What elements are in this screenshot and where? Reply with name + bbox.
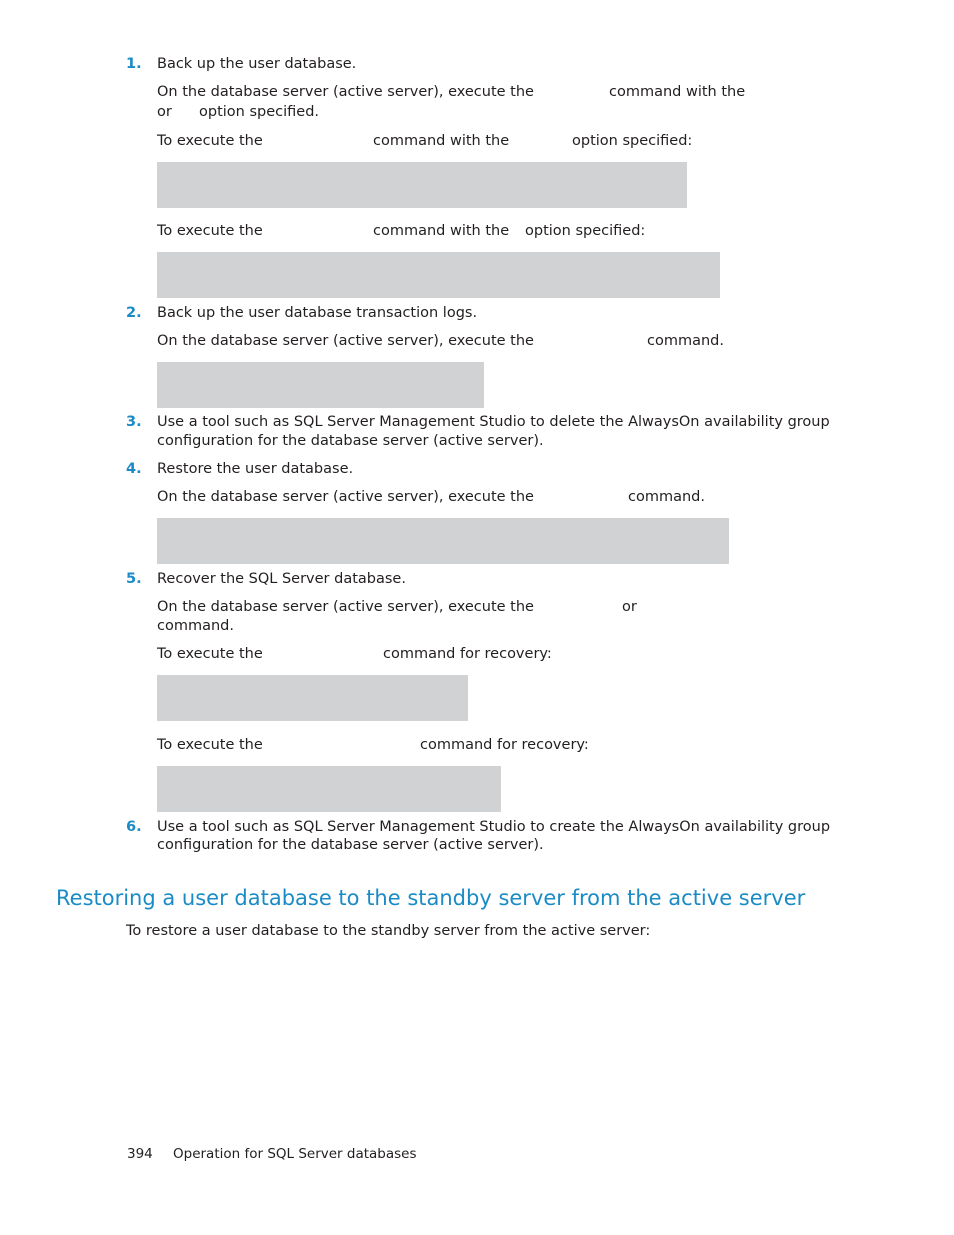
step-4-title: Restore the user database.	[157, 461, 354, 477]
step-1-text: option specified.	[199, 104, 320, 120]
step-6-number: 6.	[126, 819, 142, 835]
step-4-text: On the database server (active server), execute the	[157, 489, 534, 505]
step-2-title: Back up the user database transaction logs.	[157, 305, 478, 321]
step-1-text: command with the	[609, 84, 746, 100]
step-2-text: command.	[647, 333, 724, 349]
step-1-sub-label: option specified:	[525, 223, 646, 239]
code-block	[157, 766, 501, 812]
step-6-text: configuration for the database server (active server).	[157, 837, 544, 853]
section-heading: Restoring a user database to the standby server from the active server	[56, 886, 806, 910]
step-4-number: 4.	[126, 461, 142, 477]
section-intro: To restore a user database to the standby server from the active server:	[126, 923, 651, 939]
step-3-text: Use a tool such as SQL Server Management Studio to delete the AlwaysOn availability group	[157, 414, 830, 430]
step-1-title: Back up the user database.	[157, 56, 357, 72]
step-4-text: command.	[628, 489, 705, 505]
step-1-sub-label: To execute the	[157, 223, 263, 239]
step-5-sub-label: To execute the	[157, 646, 263, 662]
step-5-sub-label: command for recovery:	[420, 737, 589, 753]
step-5-number: 5.	[126, 571, 142, 587]
step-5-sub-label: To execute the	[157, 737, 263, 753]
step-1-sub-label: command with the	[373, 133, 510, 149]
step-5-text: On the database server (active server), execute the	[157, 599, 534, 615]
step-1-text: or	[157, 104, 172, 120]
step-1-sub-label: option specified:	[572, 133, 693, 149]
step-1-sub-label: To execute the	[157, 133, 263, 149]
code-block	[157, 675, 468, 721]
step-5-text: command.	[157, 618, 234, 634]
step-3-number: 3.	[126, 414, 142, 430]
code-block	[157, 362, 484, 408]
step-5-title: Recover the SQL Server database.	[157, 571, 406, 587]
step-5-sub-label: command for recovery:	[383, 646, 552, 662]
code-block	[157, 162, 687, 208]
step-6-text: Use a tool such as SQL Server Management Studio to create the AlwaysOn availability group	[157, 819, 831, 835]
step-1-text: On the database server (active server), execute the	[157, 84, 534, 100]
step-2-number: 2.	[126, 305, 142, 321]
page-number: 394	[127, 1146, 153, 1162]
step-1-number: 1.	[126, 56, 142, 72]
step-2-text: On the database server (active server), execute the	[157, 333, 534, 349]
step-5-text: or	[622, 599, 637, 615]
footer-title: Operation for SQL Server databases	[173, 1146, 417, 1162]
code-block	[157, 518, 729, 564]
step-3-text: configuration for the database server (active server).	[157, 433, 544, 449]
code-block	[157, 252, 720, 298]
step-1-sub-label: command with the	[373, 223, 510, 239]
